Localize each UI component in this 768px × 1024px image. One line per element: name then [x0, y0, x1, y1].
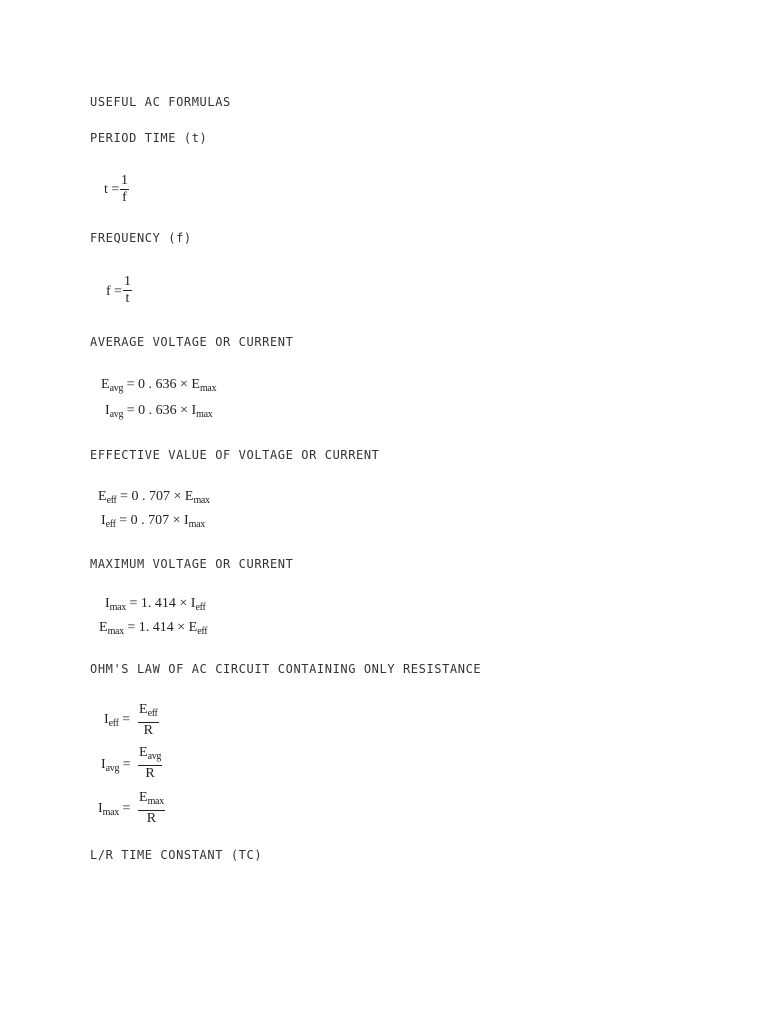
formula-ohm-iavg-fraction [138, 745, 162, 782]
section-heading-average: AVERAGE VOLTAGE OR CURRENT [90, 335, 294, 349]
formula-eeff [98, 489, 210, 509]
formula-body: = 1. 414 × E [123, 620, 198, 635]
formula-symbol: I [105, 403, 110, 418]
formula-subscript: max [193, 495, 210, 506]
formula-symbol: I [101, 513, 106, 528]
formula-ieff [101, 513, 205, 533]
formula-iavg [105, 403, 213, 423]
formula-subscript: eff [108, 718, 119, 729]
formula-eavg [101, 377, 216, 397]
formula-subscript: eff [147, 708, 158, 719]
formula-subscript: max [199, 383, 217, 394]
fraction-denominator: R [145, 766, 155, 781]
fraction-numerator: 1 [121, 173, 128, 188]
formula-ohm-ieff-lhs [104, 712, 130, 732]
formula-subscript: avg [105, 763, 120, 774]
fraction-denominator: R [146, 811, 157, 826]
formula-symbol: E [101, 377, 110, 392]
formula-subscript: max [107, 626, 124, 637]
formula-period-lhs: t = [104, 182, 120, 197]
section-heading-ohms-law: OHM'S LAW OF AC CIRCUIT CONTAINING ONLY RESISTANCE [90, 662, 482, 676]
section-heading-maximum: MAXIMUM VOLTAGE OR CURRENT [90, 557, 294, 571]
formula-subscript: avg [109, 409, 124, 420]
formula-body: = 0 . 636 × E [123, 377, 200, 392]
formula-equals: = [119, 757, 131, 772]
formula-ohm-imax-lhs [98, 801, 130, 821]
formula-subscript: avg [109, 383, 124, 394]
formula-subscript: max [147, 796, 164, 807]
formula-period-fraction [120, 173, 129, 206]
formula-emax [99, 620, 207, 640]
fraction-denominator: R [143, 723, 153, 738]
section-heading-lr-time-constant: L/R TIME CONSTANT (TC) [90, 848, 263, 862]
section-heading-frequency: FREQUENCY (f) [90, 231, 192, 245]
formula-symbol: E [139, 790, 148, 805]
formula-subscript: max [188, 519, 205, 530]
section-heading-period-time: PERIOD TIME (t) [90, 131, 208, 145]
formula-body: = 1. 414 × I [126, 596, 196, 611]
formula-symbol: I [105, 596, 110, 611]
formula-body: = 0 . 707 × E [116, 489, 194, 504]
document-title: USEFUL AC FORMULAS [90, 95, 231, 109]
formula-symbol: E [139, 702, 148, 717]
fraction-numerator [138, 702, 159, 722]
formula-subscript: eff [197, 626, 208, 637]
formula-subscript: avg [147, 751, 162, 762]
formula-ohm-iavg-lhs [101, 757, 131, 777]
formula-equals: = [118, 712, 131, 727]
formula-symbol: E [139, 745, 148, 760]
formula-frequency-fraction [123, 274, 132, 307]
fraction-denominator: t [125, 291, 130, 306]
fraction-numerator [138, 745, 162, 765]
formula-equals: = [119, 801, 131, 816]
formula-imax [105, 596, 205, 616]
section-heading-effective: EFFECTIVE VALUE OF VOLTAGE OR CURRENT [90, 448, 380, 462]
formula-symbol: E [99, 620, 108, 635]
formula-subscript: eff [105, 519, 116, 530]
formula-body: = 0 . 636 × I [123, 403, 197, 418]
formula-ohm-ieff-fraction [138, 702, 159, 739]
formula-symbol: I [101, 757, 106, 772]
fraction-numerator [138, 790, 165, 810]
formula-ohm-imax-fraction [138, 790, 165, 827]
formula-symbol: I [104, 712, 109, 727]
formula-body: = 0 . 707 × I [115, 513, 189, 528]
formula-frequency-lhs: f = [106, 284, 123, 299]
formula-subscript: max [196, 409, 213, 420]
fraction-denominator: f [122, 190, 127, 205]
formula-subscript: eff [195, 602, 206, 613]
formula-subscript: eff [106, 495, 117, 506]
formula-symbol: I [98, 801, 103, 816]
fraction-numerator: 1 [124, 274, 131, 289]
formula-symbol: E [98, 489, 107, 504]
formula-subscript: max [102, 807, 119, 818]
formula-subscript: max [109, 602, 126, 613]
